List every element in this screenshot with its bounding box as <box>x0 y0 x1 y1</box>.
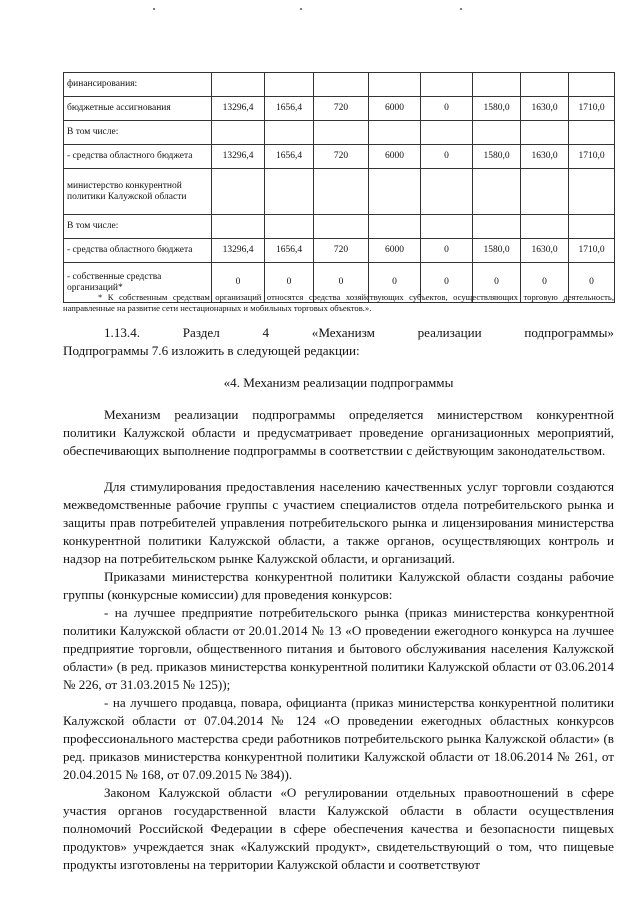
table-cell <box>521 121 569 145</box>
row-label: В том числе: <box>64 121 212 145</box>
table-cell: 720 <box>314 145 369 169</box>
paragraph-6: Законом Калужской области «О регулировании отдельных правоотношений в сфере участия органов государственной власти Калужской области в области осуществления полномочий Российской Федерации в сфере обеспечения качества и безопасности пищевых продуктов» учреждается знак «Калужский продукт», свидетельствующий о том, что пищевые продукты изготовлены на территории Калужской области и соответствуют <box>63 785 614 872</box>
table-cell <box>473 121 521 145</box>
amendment-item: 1.13.4. Раздел 4 «Механизм реализации подпрограммы» Подпрограммы 7.6 изложить в следующей редакции: <box>63 325 614 358</box>
table-cell <box>265 169 314 215</box>
table-cell: 0 <box>265 263 314 303</box>
table-cell <box>265 121 314 145</box>
table-cell: 720 <box>314 239 369 263</box>
item-number: 1.13.4. <box>104 325 141 340</box>
table-cell: 6000 <box>369 145 421 169</box>
table-cell: 1710,0 <box>569 97 615 121</box>
table-cell <box>421 169 473 215</box>
table-cell: 0 <box>473 263 521 303</box>
table-cell: 6000 <box>369 239 421 263</box>
table-cell: 1710,0 <box>569 145 615 169</box>
paragraph-1: Механизм реализации подпрограммы определяется министерством конкурентной политики Калужской области и предусматривает проведение организационных мероприятий, обеспечивающих выполнение подпрограммы в соответствии с действующим законодательством. <box>63 407 614 458</box>
table-cell <box>421 121 473 145</box>
table-row <box>64 121 615 145</box>
amendment-item-rest: Подпрограммы 7.6 изложить в следующей редакции: <box>63 343 360 358</box>
table-cell: 1656,4 <box>265 97 314 121</box>
table-footnote: * К собственным средствам организаций относятся средства хозяйствующих субъектов, осуществляющих торговую деятельность, направленные на развитие сети нестационарных и мобильных торговых объектов.». <box>63 292 614 313</box>
table-cell: 720 <box>314 97 369 121</box>
row-label: - средства областного бюджета <box>64 239 212 263</box>
table-cell <box>314 169 369 215</box>
table-cell <box>473 215 521 239</box>
table-cell <box>314 121 369 145</box>
table-cell: 0 <box>421 97 473 121</box>
table-cell <box>314 73 369 97</box>
row-label: финансирования: <box>64 73 212 97</box>
table-row <box>64 145 615 169</box>
table-cell <box>421 73 473 97</box>
table-cell <box>521 73 569 97</box>
table-cell: 0 <box>212 263 265 303</box>
scan-dot <box>460 8 462 10</box>
table-cell: 0 <box>314 263 369 303</box>
table-cell <box>569 121 615 145</box>
table-cell: 0 <box>569 263 615 303</box>
table-cell <box>369 169 421 215</box>
paragraph-4: - на лучшее предприятие потребительского рынка (приказ министерства конкурентной политики Калужской области от 20.01.2014 № 13 «О проведении ежегодного конкурса на лучшее предприятие торговли, общественного питания и бытового обслуживания населения Калужской области» (в ред. приказов министерства конкурентной политики Калужской области от 03.06.2014 № 226, от 31.03.2015 № 125)); <box>63 605 614 692</box>
table-cell <box>473 169 521 215</box>
scan-dot <box>153 8 155 10</box>
table-cell: 1656,4 <box>265 239 314 263</box>
paragraph-5: - на лучшего продавца, повара, официанта (приказ министерства конкурентной политики Калужской области от 07.04.2014 № 124 «О проведении ежегодных областных конкурсов профессионального мастерства среди работников потребительского рынка Калужской области» (в ред. приказов министерства конкурентной политики Калужской области от 18.06.2014 № 261, от 20.04.2015 № 168, от 07.09.2015 № 384)). <box>63 695 614 782</box>
row-label: - собственные средства организаций* <box>64 263 212 303</box>
table-cell <box>212 215 265 239</box>
table-cell: 13296,4 <box>212 97 265 121</box>
table-cell <box>569 73 615 97</box>
table-cell <box>569 169 615 215</box>
table-row <box>64 97 615 121</box>
row-label: В том числе: <box>64 215 212 239</box>
table-cell <box>569 215 615 239</box>
table-cell: 13296,4 <box>212 239 265 263</box>
table-cell: 1656,4 <box>265 145 314 169</box>
table-cell: 13296,4 <box>212 145 265 169</box>
table-cell <box>212 169 265 215</box>
row-label: бюджетные ассигнования <box>64 97 212 121</box>
table-cell: 1580,0 <box>473 97 521 121</box>
table-cell <box>521 215 569 239</box>
scan-dot <box>300 8 302 10</box>
table-cell: 1580,0 <box>473 239 521 263</box>
paragraph-2: Для стимулирования предоставления населению качественных услуг торговли создаются межведомственные рабочие группы с участием специалистов отдела потребительского рынка и защиты прав потребителей управления потребительского рынка и лицензирования министерства конкурентной политики Калужской области, а также органов, осуществляющих контроль и надзор на потребительском рынке Калужской области, и организаций. <box>63 479 614 566</box>
table-cell <box>421 215 473 239</box>
row-label: министерство конкурентной политики Калужской области <box>64 169 212 215</box>
table-cell: 1710,0 <box>569 239 615 263</box>
table-cell <box>369 73 421 97</box>
table-cell <box>265 215 314 239</box>
table-cell: 1630,0 <box>521 239 569 263</box>
table-cell <box>521 169 569 215</box>
table-cell: 6000 <box>369 97 421 121</box>
table-cell: 1580,0 <box>473 145 521 169</box>
table-cell <box>473 73 521 97</box>
table-cell: 0 <box>521 263 569 303</box>
table-cell <box>265 73 314 97</box>
table-cell <box>212 73 265 97</box>
table-cell <box>369 121 421 145</box>
financing-table <box>63 72 615 303</box>
table-cell <box>314 215 369 239</box>
paragraph-3: Приказами министерства конкурентной политики Калужской области созданы рабочие группы (конкурсные комиссии) для проведения конкурсов: <box>63 569 614 602</box>
table-row <box>64 73 615 97</box>
table-row <box>64 169 615 215</box>
table-row <box>64 215 615 239</box>
table-cell <box>369 215 421 239</box>
row-label: - средства областного бюджета <box>64 145 212 169</box>
table-cell: 1630,0 <box>521 145 569 169</box>
table-cell: 0 <box>421 145 473 169</box>
table-cell <box>212 121 265 145</box>
table-cell: 1630,0 <box>521 97 569 121</box>
table-cell: 0 <box>421 239 473 263</box>
table-cell: 0 <box>421 263 473 303</box>
table-row <box>64 239 615 263</box>
table-cell: 0 <box>369 263 421 303</box>
section-heading: «4. Механизм реализации подпрограммы <box>223 375 454 390</box>
